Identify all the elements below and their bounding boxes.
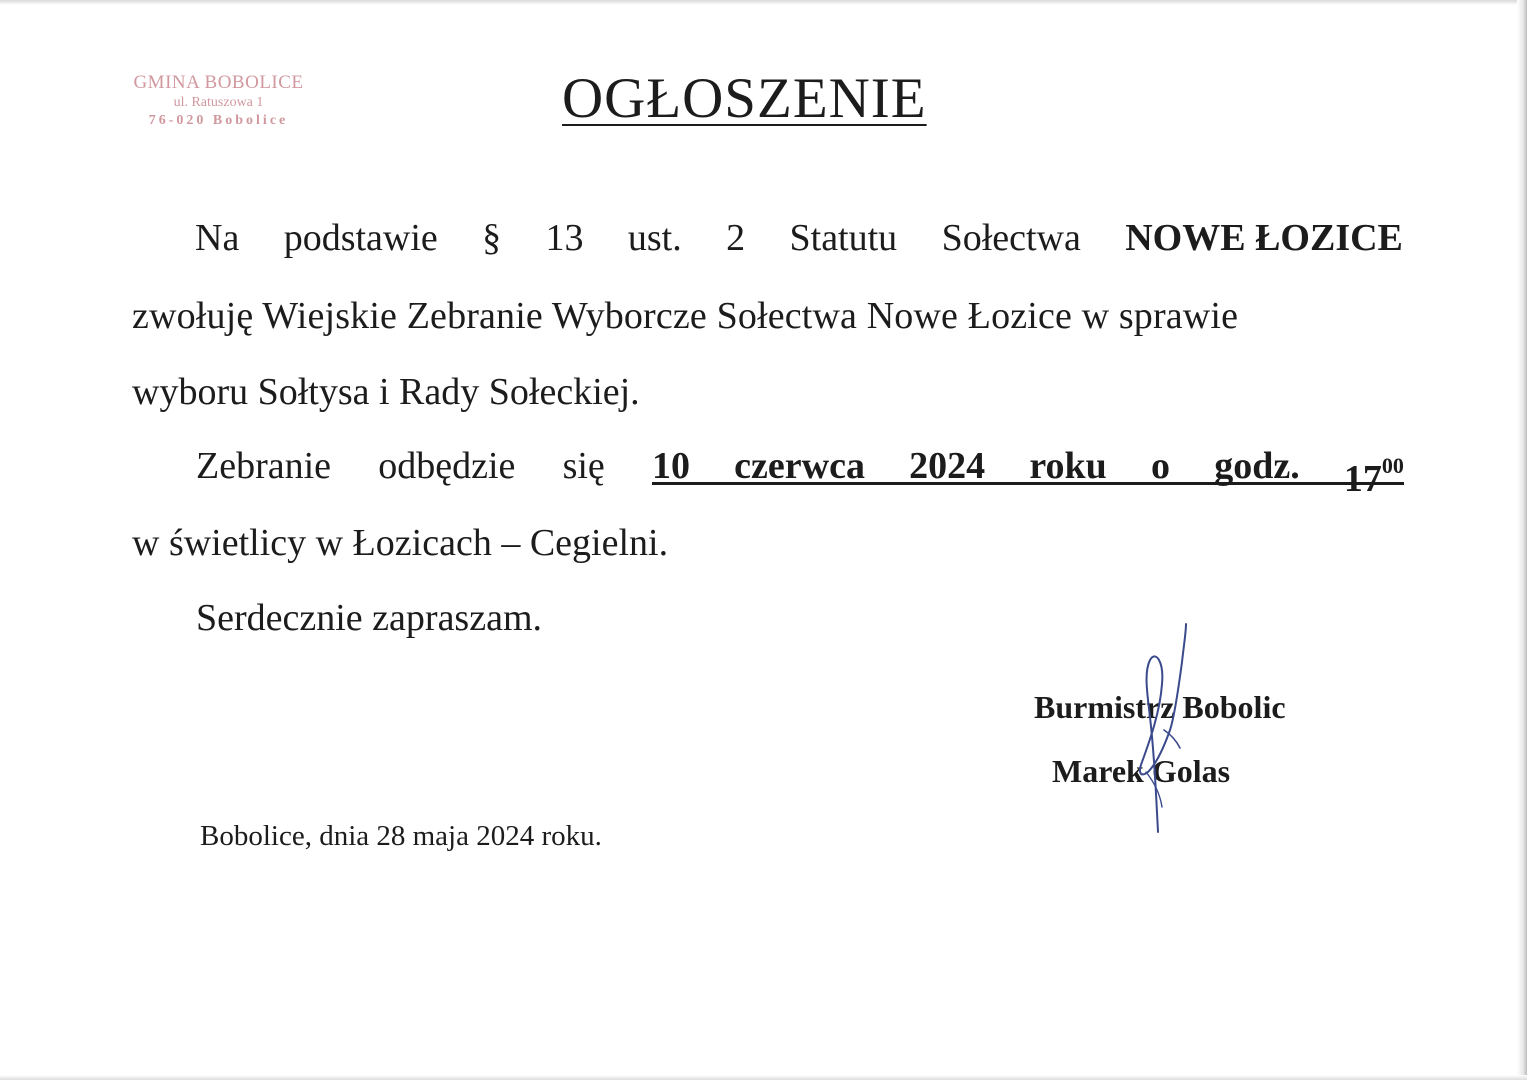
closing-line: Serdecznie zapraszam. (196, 597, 543, 639)
date-word: o (1151, 445, 1171, 487)
date-word: 2024 (909, 445, 986, 487)
stamp-line-1: GMINA BOBOLICE (133, 72, 304, 93)
date-word: czerwca (734, 445, 865, 487)
paragraph-1-line-3: wyboru Sołtysa i Rady Sołeckiej. (132, 371, 640, 413)
word: 13 (545, 217, 584, 259)
date-word: godz. (1214, 445, 1300, 487)
scan-edge-right (1517, 0, 1527, 1080)
stamp-line-2: ul. Ratuszowa 1 (173, 95, 264, 110)
date-word: roku (1029, 445, 1107, 487)
word: odbędzie (378, 445, 516, 487)
word: § (482, 217, 502, 259)
word: Zebranie (196, 445, 332, 487)
document-title: OGŁOSZENIE (562, 67, 927, 130)
word: Na (195, 217, 240, 259)
date-word: 10 (651, 445, 690, 487)
word: Statutu (789, 217, 898, 259)
word: podstawie (283, 217, 438, 259)
place-and-date: Bobolice, dnia 28 maja 2024 roku. (200, 820, 602, 852)
word: się (562, 445, 605, 487)
scan-edge-top (0, 0, 1527, 5)
paragraph-2-line-2: w świetlicy w Łozicach – Cegielni. (132, 522, 669, 564)
handwritten-signature (1120, 622, 1200, 837)
meeting-minutes: 00 (1381, 453, 1404, 478)
meeting-hour: 17 (1343, 458, 1382, 500)
word: ust. (627, 217, 682, 259)
paragraph-1-line-2: zwołuję Wiejskie Zebranie Wyborcze Sołectwa Nowe Łozice w sprawie (132, 295, 1239, 337)
stamp-line-3: 76-020 Bobolice (148, 113, 289, 128)
scan-edge-bottom (0, 1075, 1527, 1080)
word: Sołectwa (941, 217, 1081, 259)
signatory-title: Burmistrz Bobolic (1034, 689, 1286, 725)
word: 2 (726, 217, 746, 259)
signatory-name: Marek Golas (1052, 753, 1231, 789)
paragraph-2-line-1 (196, 444, 1404, 500)
office-stamp (116, 72, 321, 130)
paragraph-1-line-1 (195, 216, 1403, 260)
meeting-time (1343, 444, 1404, 500)
village-name: NOWE ŁOZICE (1125, 217, 1403, 259)
meeting-date (651, 444, 1404, 500)
